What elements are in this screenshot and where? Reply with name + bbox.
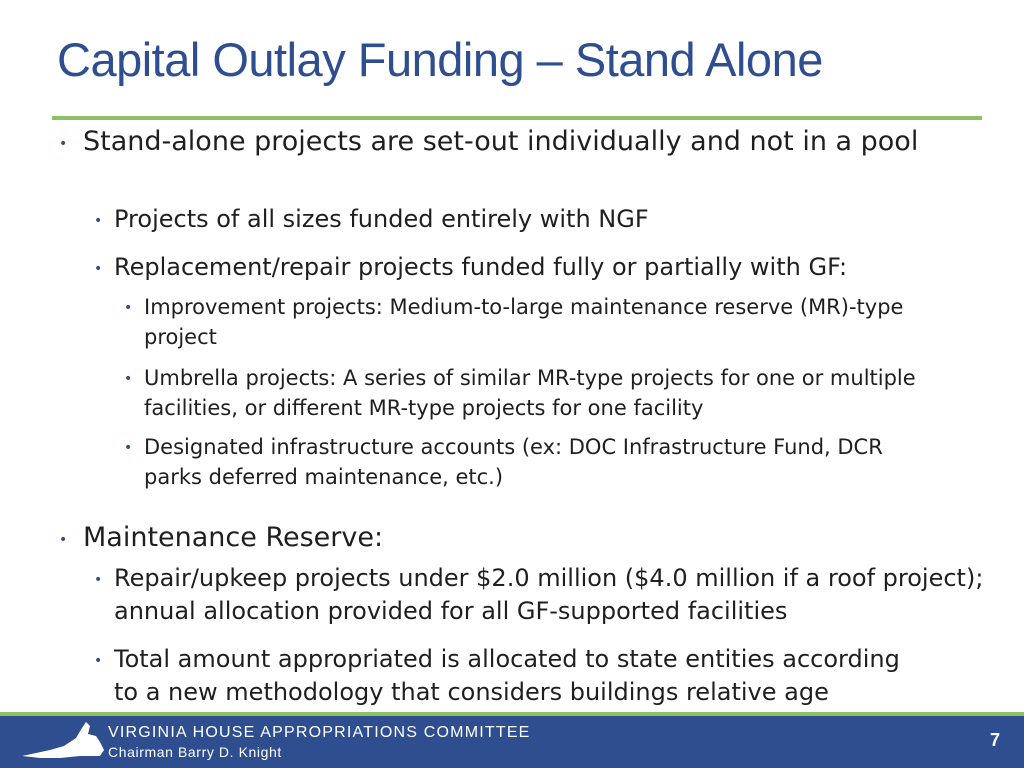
bullet-dot: • <box>124 440 133 456</box>
bullet-level3 <box>124 363 944 423</box>
title-divider <box>52 116 982 120</box>
bullet-text: Repair/upkeep projects under $2.0 million ($4.0 million if a roof project); annual allocation provided for all GF-supported facilities <box>114 564 984 625</box>
bullet-text: Maintenance Reserve: <box>83 522 384 553</box>
bullet-level2 <box>94 203 974 236</box>
bullet-dot: • <box>94 261 103 277</box>
bullet-text: Total amount appropriated is allocated to state entities according to a new methodology that considers buildings relative age <box>114 645 900 706</box>
bullet-dot: • <box>94 653 103 669</box>
bullet-dot: • <box>94 572 103 588</box>
bullet-text: Designated infrastructure accounts (ex: DOC Infrastructure Fund, DCR parks deferred maintenance, etc.) <box>144 435 883 489</box>
committee-name: VIRGINIA HOUSE APPROPRIATIONS COMMITTEE <box>108 724 531 741</box>
bullet-level3 <box>124 432 944 492</box>
slide-title: Capital Outlay Funding – Stand Alone <box>57 33 823 86</box>
bullet-dot: • <box>59 136 68 152</box>
bullet-level2 <box>94 643 914 709</box>
bullet-dot: • <box>124 371 133 387</box>
bullet-text: Umbrella projects: A series of similar MR-type projects for one or multiple facilities, or different MR-type projects for one facility <box>144 366 916 420</box>
bullet-dot: • <box>124 300 133 316</box>
page-number: 7 <box>990 730 1001 750</box>
bullet-level2 <box>94 562 984 628</box>
bullet-text: Projects of all sizes funded entirely with NGF <box>114 205 649 233</box>
bullet-level1 <box>59 520 953 556</box>
bullet-text: Improvement projects: Medium-to-large maintenance reserve (MR)-type project <box>144 295 904 349</box>
bullet-level2 <box>94 251 974 284</box>
virginia-state-outline-icon <box>20 720 104 760</box>
bullet-level1 <box>59 124 953 160</box>
bullet-level3 <box>124 292 954 352</box>
bullet-dot: • <box>59 532 68 548</box>
chairman-name: Chairman Barry D. Knight <box>108 744 282 760</box>
bullet-text: Replacement/repair projects funded fully or partially with GF: <box>114 253 848 281</box>
footer-accent-stripe <box>0 712 1024 716</box>
bullet-text: Stand-alone projects are set-out individually and not in a pool <box>83 126 919 157</box>
bullet-dot: • <box>94 213 103 229</box>
